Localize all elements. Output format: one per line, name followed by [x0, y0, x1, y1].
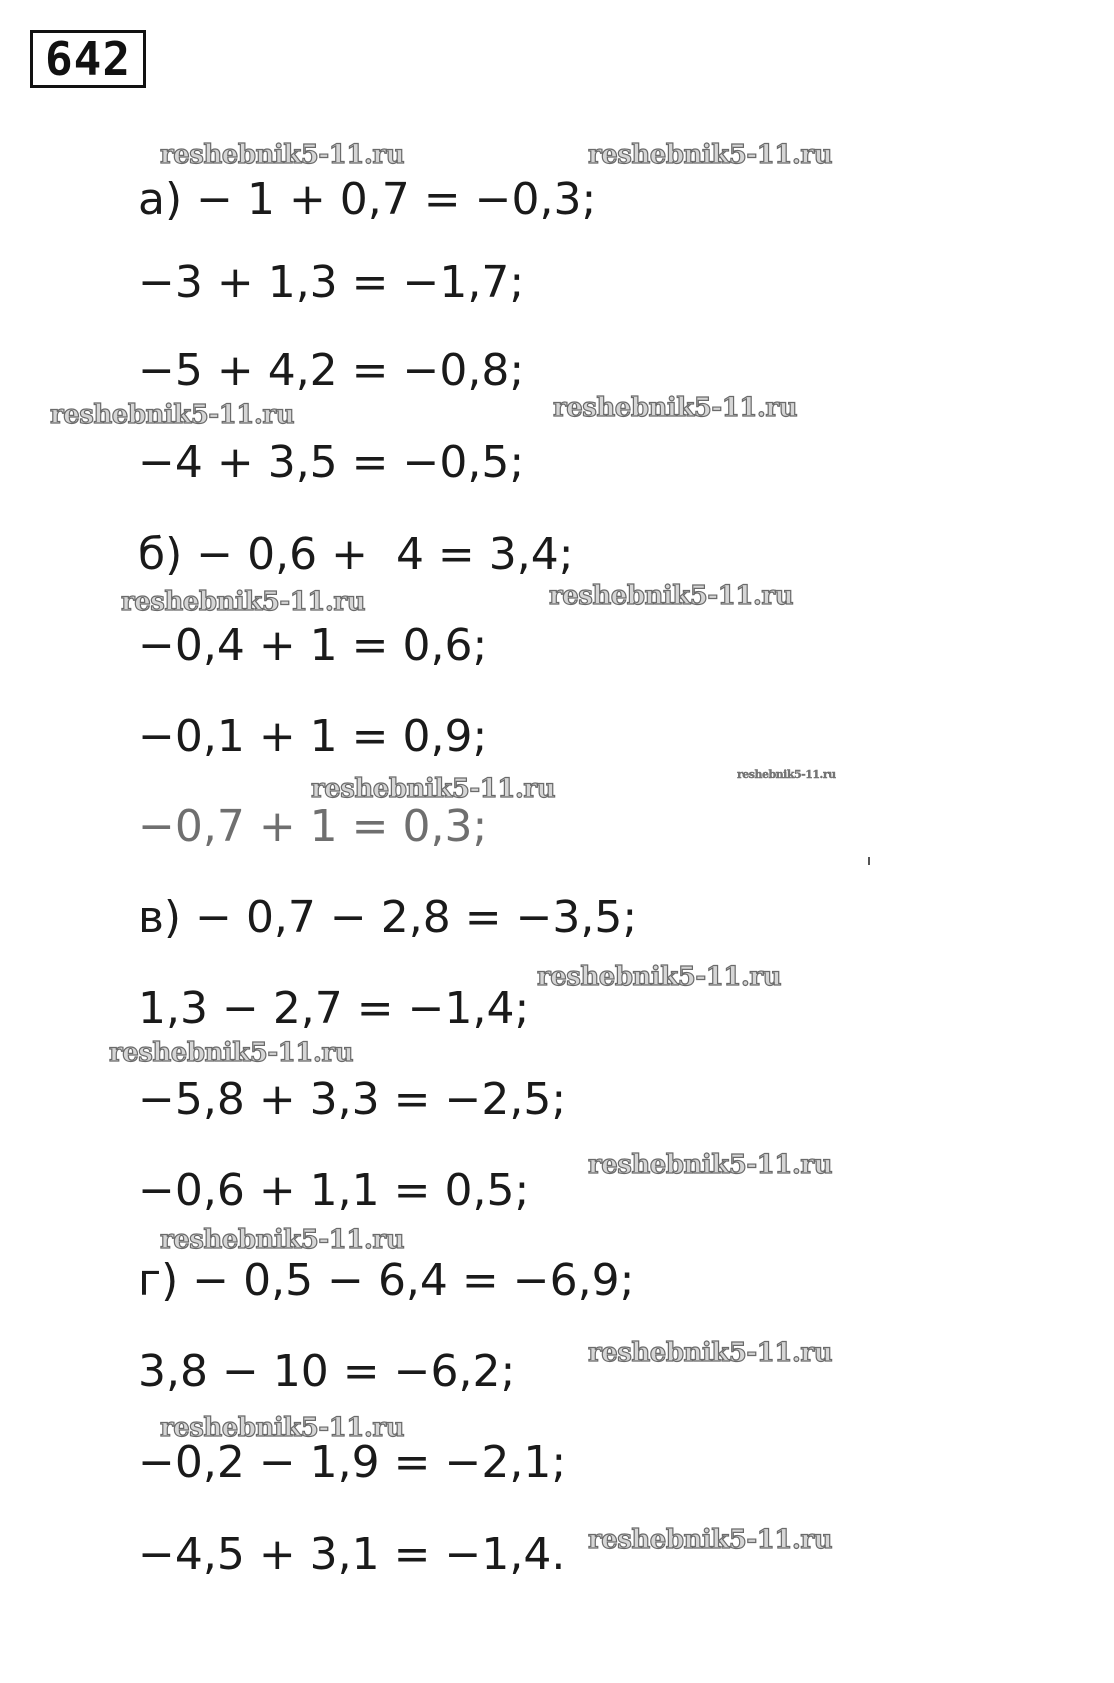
watermark: reshebnik5-11.ru	[588, 1525, 833, 1555]
equation-a2: −3 + 1,3 = −1,7;	[138, 257, 525, 308]
equation-c4: −0,6 + 1,1 = 0,5;	[138, 1165, 530, 1216]
equation-d4: −4,5 + 3,1 = −1,4.	[138, 1529, 566, 1580]
problem-number: 642	[30, 30, 146, 88]
watermark: reshebnik5-11.ru	[588, 140, 833, 170]
watermark: reshebnik5-11.ru	[109, 1038, 354, 1068]
watermark: reshebnik5-11.ru	[588, 1150, 833, 1180]
watermark: reshebnik5-11.ru	[160, 140, 405, 170]
equation-d3: −0,2 − 1,9 = −2,1;	[138, 1437, 567, 1488]
equation-c1: в) − 0,7 − 2,8 = −3,5;	[138, 892, 638, 943]
watermark: reshebnik5-11.ru	[121, 587, 366, 617]
equation-b2: −0,4 + 1 = 0,6;	[138, 620, 488, 671]
scan-mark	[868, 857, 870, 865]
equation-a1: а) − 1 + 0,7 = −0,3;	[138, 174, 597, 225]
watermark: reshebnik5-11.ru	[549, 581, 794, 611]
equation-c3: −5,8 + 3,3 = −2,5;	[138, 1074, 567, 1125]
watermark: reshebnik5-11.ru	[160, 1413, 405, 1443]
equation-d2: 3,8 − 10 = −6,2;	[138, 1346, 516, 1397]
watermark: reshebnik5-11.ru	[588, 1338, 833, 1368]
watermark: reshebnik5-11.ru	[537, 962, 782, 992]
watermark: reshebnik5-11.ru	[160, 1225, 405, 1255]
watermark: reshebnik5-11.ru	[311, 774, 556, 804]
equation-b3: −0,1 + 1 = 0,9;	[138, 711, 488, 762]
watermark: reshebnik5-11.ru	[737, 768, 836, 781]
equation-b1: б) − 0,6 + 4 = 3,4;	[138, 529, 574, 580]
equation-d1: г) − 0,5 − 6,4 = −6,9;	[138, 1255, 635, 1306]
equation-b4: −0,7 + 1 = 0,3;	[138, 801, 488, 852]
equation-c2: 1,3 − 2,7 = −1,4;	[138, 983, 530, 1034]
watermark: reshebnik5-11.ru	[50, 400, 295, 430]
equation-a3: −5 + 4,2 = −0,8;	[138, 345, 525, 396]
watermark: reshebnik5-11.ru	[553, 393, 798, 423]
equation-a4: −4 + 3,5 = −0,5;	[138, 437, 525, 488]
